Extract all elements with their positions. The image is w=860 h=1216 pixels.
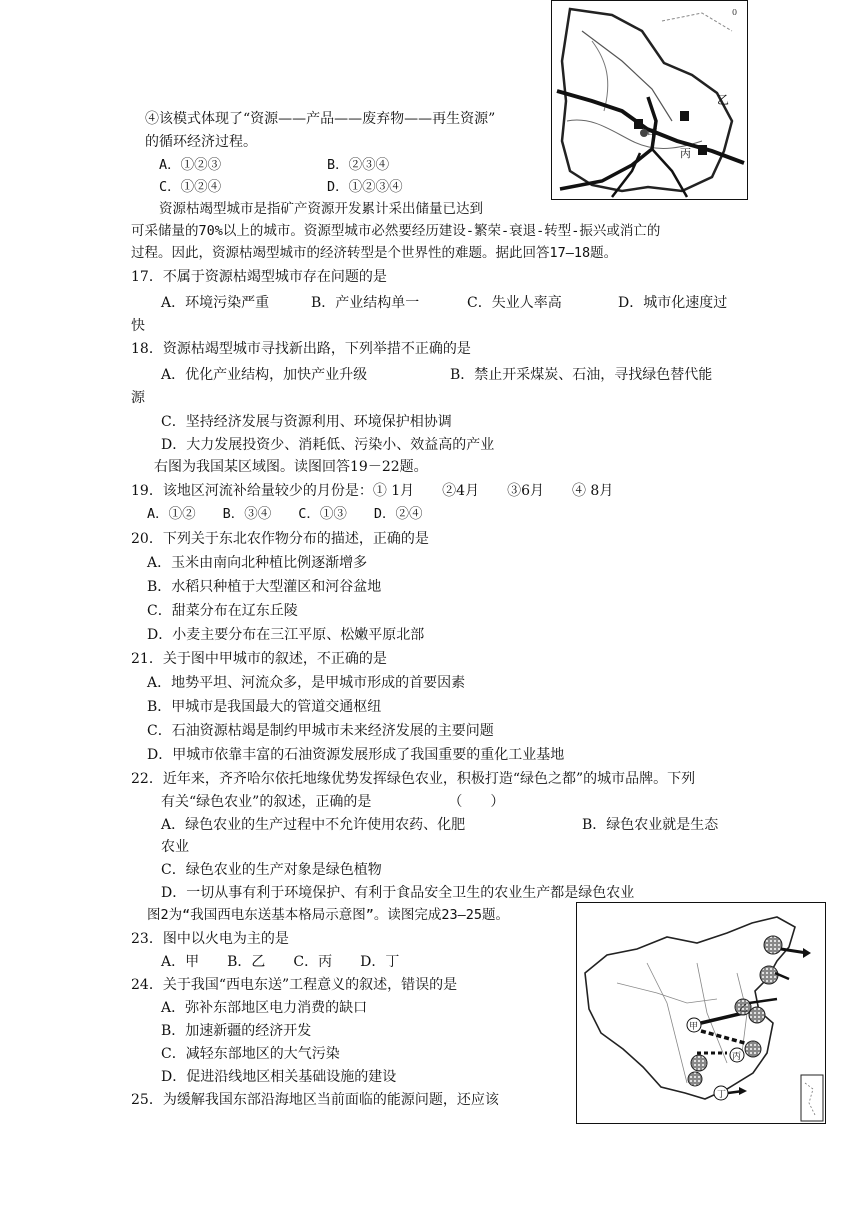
city-marker-bing <box>698 145 707 155</box>
q16-option-a: A．①②③ <box>159 157 222 173</box>
q16-option-c: C．①②④ <box>159 179 222 195</box>
region-map-svg <box>552 1 747 199</box>
q22-option-c: C．绿色农业的生产对象是绿色植物 <box>161 862 382 878</box>
question-17: 17．不属于资源枯竭型城市存在问题的是 <box>131 269 387 285</box>
city-marker-jia <box>634 119 643 129</box>
question-20: 20．下列关于东北农作物分布的描述，正确的是 <box>131 531 429 547</box>
q17-option-a: A．环境污染严重 <box>161 295 270 311</box>
q24-option-a: A．弥补东部地区电力消费的缺口 <box>161 1000 368 1016</box>
west-east-power-map <box>576 902 826 1124</box>
q16-option-d: D．①②③④ <box>327 179 403 195</box>
q19-options: A．①② B．③④ C．①③ D．②④ <box>147 506 423 522</box>
q16-option-b: B．②③④ <box>327 157 390 173</box>
q17-option-b: B．产业结构单一 <box>311 295 420 311</box>
q18-option-b-cont: 源 <box>131 390 145 406</box>
q21-option-a: A．地势平坦、河流众多，是甲城市形成的首要因素 <box>147 675 466 691</box>
region-map-northeast <box>551 0 748 200</box>
map2-label-bing: 丙 <box>732 1052 742 1062</box>
q18-option-d: D．大力发展投资少、消耗低、污染小、效益高的产业 <box>161 437 495 453</box>
china-map-svg <box>577 903 825 1123</box>
question-24: 24．关于我国“西电东送”工程意义的叙述，错误的是 <box>131 977 458 993</box>
q20-option-d: D．小麦主要分布在三江平原、松嫩平原北部 <box>147 627 425 643</box>
q17-option-c: C．失业人率高 <box>467 295 562 311</box>
q22-option-d: D．一切从事有利于环境保护、有利于食品安全卫生的农业生产都是绿色农业 <box>161 885 635 901</box>
map2-label-ding: 丁 <box>717 1090 727 1100</box>
question-21: 21．关于图中甲城市的叙述，不正确的是 <box>131 651 387 667</box>
question-22: 22．近年来，齐齐哈尔依托地缘优势发挥绿色农业，积极打造“绿色之都”的城市品牌。下列 <box>131 771 696 787</box>
q22-option-a: A．绿色农业的生产过程中不允许使用农药、化肥 <box>161 817 466 833</box>
question-23: 23．图中以火电为主的是 <box>131 931 289 947</box>
question-25: 25．为缓解我国东部沿海地区当前面临的能源问题，还应该 <box>131 1092 499 1108</box>
option-statement-4-cont: 的循环经济过程。 <box>145 134 257 150</box>
q22-option-b: B．绿色农业就是生态 <box>582 817 719 833</box>
map1-label-jia: 甲 <box>647 127 658 140</box>
question-22-cont: 有关“绿色农业”的叙述，正确的是 （ ） <box>161 794 505 810</box>
passage-line-1: 资源枯竭型城市是指矿产资源开发累计采出储量已达到 <box>159 201 483 217</box>
q18-option-a: A．优化产业结构，加快产业升级 <box>161 367 368 383</box>
q21-option-d: D．甲城市依靠丰富的石油资源发展形成了我国重要的重化工业基地 <box>147 747 565 763</box>
q24-option-b: B．加速新疆的经济开发 <box>161 1023 312 1039</box>
city-marker-yi <box>680 111 689 121</box>
q23-options: A．甲 B．乙 C．丙 D．丁 <box>161 954 400 970</box>
q20-option-c: C．甜菜分布在辽东丘陵 <box>147 603 298 619</box>
q17-option-d: D．城市化速度过 <box>618 295 728 311</box>
map-intro: 右图为我国某区域图。读图回答19－22题。 <box>154 459 428 475</box>
q21-option-c: C．石油资源枯竭是制约甲城市未来经济发展的主要问题 <box>147 723 494 739</box>
option-statement-4: ④该模式体现了“资源——产品——废弃物——再生资源” <box>145 111 496 127</box>
q20-option-a: A．玉米由南向北种植比例逐渐增多 <box>147 555 368 571</box>
q21-option-b: B．甲城市是我国最大的管道交通枢纽 <box>147 699 382 715</box>
q24-option-c: C．减轻东部地区的大气污染 <box>161 1046 340 1062</box>
question-18: 18．资源枯竭型城市寻找新出路，下列举措不正确的是 <box>131 341 471 357</box>
map2-label-yi: 乙 <box>739 1004 749 1014</box>
svg-text:0: 0 <box>732 8 738 17</box>
q18-option-c: C．坚持经济发展与资源利用、环境保护相协调 <box>161 414 452 430</box>
figure2-intro: 图2为“我国西电东送基本格局示意图”。读图完成23—25题。 <box>147 907 510 923</box>
q20-option-b: B．水稻只种植于大型灌区和河谷盆地 <box>147 579 382 595</box>
map1-label-bing: 丙 <box>680 147 691 160</box>
q24-option-d: D．促进沿线地区相关基础设施的建设 <box>161 1069 397 1085</box>
map1-label-yi: 乙 <box>717 93 730 107</box>
passage-line-2: 可采储量的70%以上的城市。资源型城市必然要经历建设-繁荣-衰退-转型-振兴或消亡的 <box>131 223 661 239</box>
q22-option-b-cont: 农业 <box>161 839 189 855</box>
passage-line-3: 过程。因此，资源枯竭型城市的经济转型是个世界性的难题。据此回答17—18题。 <box>131 245 618 261</box>
q17-option-d-cont: 快 <box>131 318 145 334</box>
q18-option-b: B．禁止开采煤炭、石油，寻找绿色替代能 <box>450 367 713 383</box>
question-19: 19．该地区河流补给量较少的月份是：① 1月 ②4月 ③6月 ④ 8月 <box>131 483 614 499</box>
map2-label-jia: 甲 <box>689 1022 699 1032</box>
